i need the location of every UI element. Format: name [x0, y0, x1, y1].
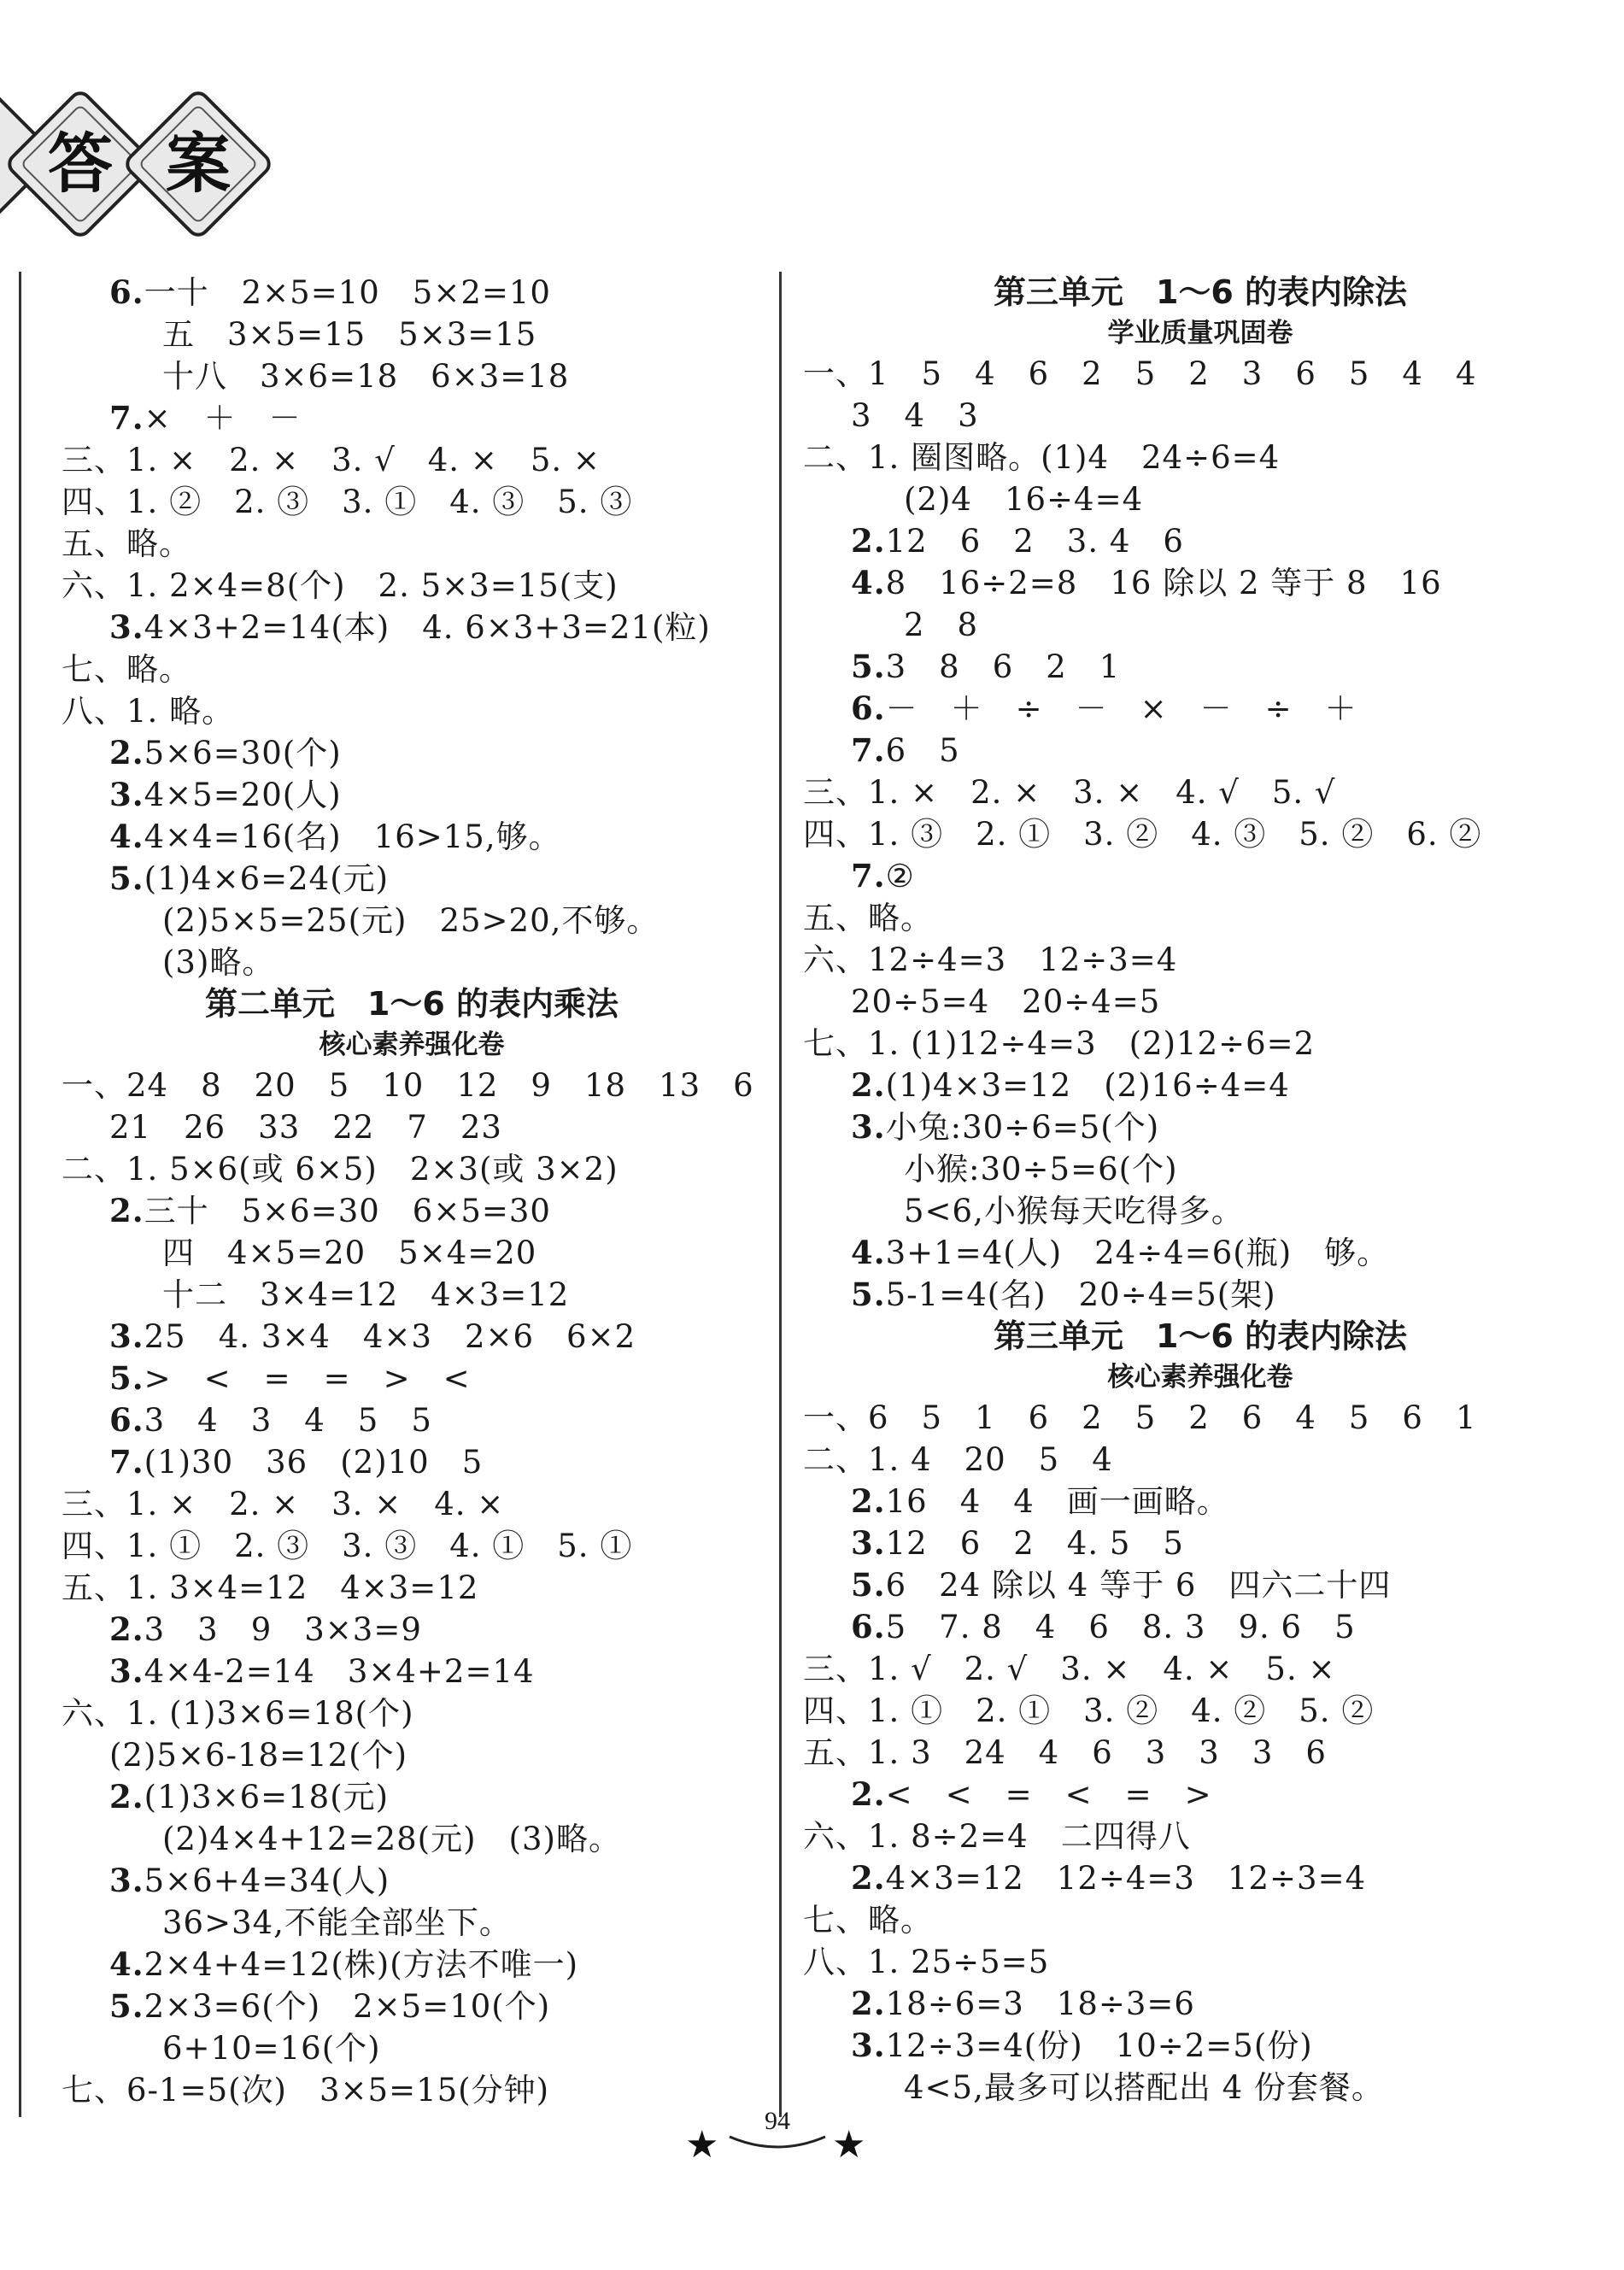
- answer-text: 三十 5×6=30 6×5=30: [144, 1193, 551, 1229]
- answer-line: [62, 1190, 762, 1232]
- answer-text: 三、1. × 2. × 3. × 4. ×: [62, 1486, 505, 1522]
- answer-text: (1)30 36 (2)10 5: [144, 1444, 484, 1481]
- item-number: 6.: [851, 689, 886, 727]
- answer-line: [803, 604, 1598, 646]
- answer-text: 五、1. 3 24 4 6 3 3 3 6: [803, 1734, 1327, 1771]
- column-divider: [779, 272, 782, 2117]
- answer-line: [803, 1397, 1598, 1439]
- answer-text: 20÷5=4 20÷4=5: [851, 983, 1161, 1020]
- answer-text: 18÷6=3 18÷3=6: [885, 1986, 1195, 2022]
- answer-text: 五 3×5=15 5×3=15: [162, 316, 537, 353]
- answer-line: [803, 1023, 1598, 1065]
- answer-line: [62, 1651, 762, 1692]
- answer-text: (2)5×5=25(元) 25>20,不够。: [162, 902, 660, 939]
- answer-line: [62, 1232, 762, 1274]
- answer-text: 5×6=30(个): [144, 735, 342, 771]
- item-number: 5.: [851, 1276, 886, 1313]
- answer-line: [803, 2025, 1598, 2067]
- answer-text: 六、1. 8÷2=4 二四得八: [803, 1818, 1191, 1855]
- answer-line: [62, 1776, 762, 1818]
- section-title: 第三单元 1～6 的表内除法: [993, 1317, 1408, 1355]
- answer-text: 6+10=16(个): [162, 2030, 381, 2067]
- item-number: 2.: [851, 1066, 886, 1104]
- answer-line: [803, 1899, 1598, 1941]
- answer-line: [803, 1522, 1598, 1564]
- star-icon: ★: [685, 2123, 719, 2167]
- answer-text: 四 4×5=20 5×4=20: [162, 1235, 537, 1271]
- answer-line: [62, 1860, 762, 1902]
- answer-text: 七、1. (1)12÷4=3 (2)12÷6=2: [803, 1025, 1316, 1062]
- answer-text: 6 5: [885, 732, 960, 769]
- answer-line: [803, 771, 1598, 813]
- answer-text: 五、略。: [62, 525, 191, 562]
- answer-text: 五、1. 3×4=12 4×3=12: [62, 1569, 479, 1606]
- answer-line: [62, 523, 762, 565]
- item-number: 2.: [851, 1775, 886, 1813]
- section-subtitle: 学业质量巩固卷: [1107, 318, 1293, 349]
- answer-text: 十八 3×6=18 6×3=18: [162, 358, 570, 395]
- answer-line: [803, 1439, 1598, 1481]
- answer-text: 3 8 6 2 1: [885, 648, 1121, 685]
- answer-line: [803, 897, 1598, 939]
- answer-text: 三、1. √ 2. √ 3. × 4. × 5. ×: [803, 1651, 1336, 1687]
- answer-line: [803, 1065, 1598, 1106]
- answer-line: [62, 1148, 762, 1190]
- item-number: 4.: [851, 564, 886, 601]
- right-column: [803, 272, 1598, 2109]
- answer-text: < < = < = >: [885, 1776, 1212, 1813]
- answer-text: (2)5×6-18=12(个): [109, 1737, 408, 1774]
- answer-line: [62, 272, 762, 314]
- answer-text: 4<5,最多可以搭配出 4 份套餐。: [904, 2069, 1384, 2106]
- answer-line: [803, 520, 1598, 562]
- answer-text: 七、略。: [803, 1902, 933, 1939]
- answer-line: [803, 688, 1598, 730]
- answer-text: (1)3×6=18(元): [144, 1779, 390, 1815]
- answer-line: [62, 774, 762, 816]
- answer-text: 4×3=12 12÷4=3 12÷3=4: [885, 1860, 1367, 1897]
- answer-line: [803, 1941, 1598, 1983]
- answer-line: [62, 607, 762, 648]
- page-footer: [649, 2106, 906, 2166]
- answer-text: 六、1. (1)3×6=18(个): [62, 1695, 414, 1732]
- answer-line: [62, 816, 762, 858]
- answer-text: 2×4+4=12(株)(方法不唯一): [144, 1946, 579, 1983]
- star-icon: ★: [832, 2123, 866, 2167]
- answer-text: 三、1. × 2. × 3. × 4. √ 5. √: [803, 774, 1336, 811]
- answer-line: [62, 1106, 762, 1148]
- answer-line: [803, 855, 1598, 897]
- answer-text: (2)4×4+12=28(元) (3)略。: [162, 1821, 621, 1857]
- answer-text: 一、6 5 1 6 2 5 2 6 4 5 6 1: [803, 1399, 1477, 1436]
- answer-line: [62, 941, 762, 983]
- answer-text: 3 4 3 4 5 5: [144, 1402, 432, 1439]
- item-number: 2.: [851, 1859, 886, 1897]
- answer-line: [803, 1190, 1598, 1232]
- answer-line: [62, 1274, 762, 1316]
- answer-text: 二、1. 5×6(或 6×5) 2×3(或 3×2): [62, 1151, 619, 1188]
- answer-text: 5-1=4(名) 20÷4=5(架): [885, 1276, 1276, 1313]
- answer-text: 三、1. × 2. × 3. √ 4. × 5. ×: [62, 442, 601, 478]
- answer-text: 4×3+2=14(本) 4. 6×3+3=21(粒): [144, 609, 711, 646]
- answer-text: 一、24 8 20 5 10 12 9 18 13 6: [62, 1067, 754, 1104]
- answer-line: [803, 1983, 1598, 2025]
- header-char-2: 案: [166, 126, 231, 202]
- item-number: 3.: [851, 1108, 886, 1146]
- answer-text: 16 4 4 画一画略。: [885, 1483, 1229, 1520]
- answer-line: [62, 1734, 762, 1776]
- answer-line: [803, 1857, 1598, 1899]
- item-number: 4.: [109, 1945, 144, 1983]
- answer-text: 六、12÷4=3 12÷3=4: [803, 941, 1178, 978]
- answer-text: (1)4×3=12 (2)16÷4=4: [885, 1067, 1290, 1104]
- answer-line: [62, 481, 762, 523]
- answer-text: 3 3 9 3×3=9: [144, 1611, 422, 1648]
- answer-text: 一、1 5 4 6 2 5 2 3 6 5 4 4: [803, 355, 1477, 392]
- item-number: 2.: [851, 1482, 886, 1520]
- answer-line: [62, 1525, 762, 1567]
- answer-line: [62, 648, 762, 690]
- item-number: 5.: [851, 1566, 886, 1604]
- item-number: 7.: [851, 857, 886, 895]
- answer-text: 2 8: [904, 607, 979, 643]
- page-number: 94: [765, 2107, 790, 2135]
- item-number: 2.: [109, 734, 144, 771]
- answer-line: [803, 1481, 1598, 1522]
- answer-line: [803, 2067, 1598, 2109]
- answer-text: 8 16÷2=8 16 除以 2 等于 8 16: [885, 565, 1442, 601]
- answer-line: [62, 314, 762, 355]
- section-title: 第二单元 1～6 的表内乘法: [204, 985, 619, 1023]
- section-subtitle: 核心素养强化卷: [319, 1029, 505, 1060]
- answer-text: 八、1. 25÷5=5: [803, 1944, 1050, 1980]
- item-number: 4.: [851, 1234, 886, 1271]
- answer-line: [803, 646, 1598, 688]
- answer-line: [803, 1690, 1598, 1732]
- item-number: 5.: [109, 1359, 144, 1397]
- answer-line: [62, 1399, 762, 1441]
- answer-line: [62, 439, 762, 481]
- answer-text: 二、1. 4 20 5 4: [803, 1441, 1113, 1478]
- left-margin-rule: [19, 272, 21, 2117]
- item-number: 4.: [109, 818, 144, 855]
- answer-text: 21 26 33 22 7 23: [109, 1109, 502, 1146]
- answer-text: 十二 3×4=12 4×3=12: [162, 1276, 570, 1313]
- answer-text: ②: [885, 858, 915, 895]
- answer-text: 4×4-2=14 3×4+2=14: [144, 1653, 535, 1690]
- answer-text: × ＋ －: [144, 400, 302, 437]
- answer-text: > < = = > <: [144, 1360, 471, 1397]
- answer-text: (1)4×6=24(元): [144, 860, 390, 897]
- item-number: 7.: [109, 1443, 144, 1481]
- answer-line: [803, 1232, 1598, 1274]
- answer-line: [803, 981, 1598, 1023]
- answer-text: 5<6,小猴每天吃得多。: [904, 1193, 1244, 1229]
- answer-text: 3+1=4(人) 24÷4=6(瓶) 够。: [885, 1235, 1390, 1271]
- item-number: 2.: [109, 1610, 144, 1648]
- answer-line: [62, 355, 762, 397]
- answer-line: [62, 1358, 762, 1399]
- answer-text: 小猴:30÷5=6(个): [904, 1151, 1178, 1188]
- answer-line: [62, 1944, 762, 1986]
- answer-line: [803, 353, 1598, 395]
- answer-text: 36>34,不能全部坐下。: [162, 1904, 512, 1941]
- answer-text: 小兔:30÷6=5(个): [885, 1109, 1160, 1146]
- item-number: 3.: [851, 2027, 886, 2064]
- answer-line: [62, 1986, 762, 2027]
- answer-line: [803, 1148, 1598, 1190]
- answer-text: － ＋ ÷ － × － ÷ ＋: [885, 690, 1357, 727]
- item-number: 3.: [851, 1524, 886, 1562]
- answer-line: [62, 858, 762, 900]
- section-subtitle: 核心素养强化卷: [1107, 1362, 1293, 1393]
- answer-line: [62, 732, 762, 774]
- answer-line: [62, 565, 762, 607]
- answer-text: 四、1. ① 2. ① 3. ② 4. ② 5. ②: [803, 1692, 1375, 1729]
- header-char-1: 答: [48, 126, 113, 202]
- answer-line: [62, 690, 762, 732]
- answer-text: (2)4 16÷4=4: [904, 481, 1144, 518]
- answer-line: [803, 1564, 1598, 1606]
- answer-line: [62, 2027, 762, 2069]
- answer-line: [803, 939, 1598, 981]
- answer-text: 六、1. 2×4=8(个) 2. 5×3=15(支): [62, 567, 619, 604]
- answer-text: 25 4. 3×4 4×3 2×6 6×2: [144, 1318, 636, 1355]
- answer-header: [0, 109, 342, 238]
- answer-text: 4×5=20(人): [144, 777, 342, 813]
- item-number: 6.: [851, 1608, 886, 1645]
- item-number: 3.: [109, 1317, 144, 1355]
- answer-text: 四、1. ① 2. ③ 3. ③ 4. ① 5. ①: [62, 1528, 633, 1564]
- answer-line: [62, 900, 762, 941]
- answer-line: [803, 1274, 1598, 1316]
- answer-line: [803, 562, 1598, 604]
- answer-line: [803, 1815, 1598, 1857]
- answer-line: [803, 730, 1598, 771]
- item-number: 7.: [851, 731, 886, 769]
- answer-line: [803, 813, 1598, 855]
- answer-line: [803, 1606, 1598, 1648]
- answer-line: [62, 1818, 762, 1860]
- item-number: 2.: [851, 1985, 886, 2022]
- answer-line: [62, 1692, 762, 1734]
- answer-text: 4×4=16(名) 16>15,够。: [144, 818, 561, 855]
- answer-text: 八、1. 略。: [62, 693, 235, 730]
- item-number: 3.: [109, 608, 144, 646]
- answer-line: [62, 1902, 762, 1944]
- answer-line: [62, 1609, 762, 1651]
- answer-line: [803, 437, 1598, 478]
- answer-text: 七、略。: [62, 651, 191, 688]
- item-number: 3.: [109, 1652, 144, 1690]
- item-number: 6.: [109, 1401, 144, 1439]
- answer-text: 3 4 3: [851, 397, 979, 434]
- item-number: 5.: [851, 648, 886, 685]
- answer-line: [62, 1441, 762, 1483]
- item-number: 3.: [109, 1862, 144, 1899]
- answer-text: 四、1. ③ 2. ① 3. ② 4. ③ 5. ② 6. ②: [803, 816, 1482, 853]
- answer-text: 5 7. 8 4 6 8. 3 9. 6 5: [885, 1609, 1356, 1645]
- answer-text: (3)略。: [162, 944, 275, 981]
- answer-text: 12 6 2 3. 4 6: [885, 523, 1184, 560]
- answer-line: [62, 2069, 762, 2111]
- item-number: 2.: [109, 1778, 144, 1815]
- answer-line: [62, 1316, 762, 1358]
- answer-text: 5×6+4=34(人): [144, 1862, 390, 1899]
- item-number: 5.: [109, 1987, 144, 2025]
- item-number: 2.: [851, 522, 886, 560]
- answer-text: 五、略。: [803, 900, 933, 936]
- left-column: [62, 272, 762, 2111]
- item-number: 3.: [109, 776, 144, 813]
- answer-line: [803, 395, 1598, 437]
- answer-line: [62, 1567, 762, 1609]
- answer-text: 12 6 2 4. 5 5: [885, 1525, 1184, 1562]
- answer-line: [803, 1774, 1598, 1815]
- swoosh-ornament: [726, 2132, 829, 2154]
- answer-text: 2×3=6(个) 2×5=10(个): [144, 1988, 551, 2025]
- answer-text: 七、6-1=5(次) 3×5=15(分钟): [62, 2072, 550, 2109]
- item-number: 6.: [109, 273, 144, 311]
- answer-text: 二、1. 圈图略。(1)4 24÷6=4: [803, 439, 1281, 476]
- answer-line: [803, 1648, 1598, 1690]
- answer-line: [803, 1106, 1598, 1148]
- answer-line: [62, 397, 762, 439]
- item-number: 5.: [109, 859, 144, 897]
- answer-line: [62, 1065, 762, 1106]
- section-title: 第三单元 1～6 的表内除法: [993, 273, 1408, 311]
- answer-text: 6 24 除以 4 等于 6 四六二十四: [885, 1567, 1392, 1604]
- answer-line: [803, 1732, 1598, 1774]
- item-number: 2.: [109, 1192, 144, 1229]
- answer-line: [62, 1483, 762, 1525]
- answer-line: [803, 478, 1598, 520]
- answer-text: 12÷3=4(份) 10÷2=5(份): [885, 2027, 1313, 2064]
- answer-text: 一十 2×5=10 5×2=10: [144, 274, 551, 311]
- answer-text: 四、1. ② 2. ③ 3. ① 4. ③ 5. ③: [62, 484, 633, 520]
- item-number: 7.: [109, 399, 144, 437]
